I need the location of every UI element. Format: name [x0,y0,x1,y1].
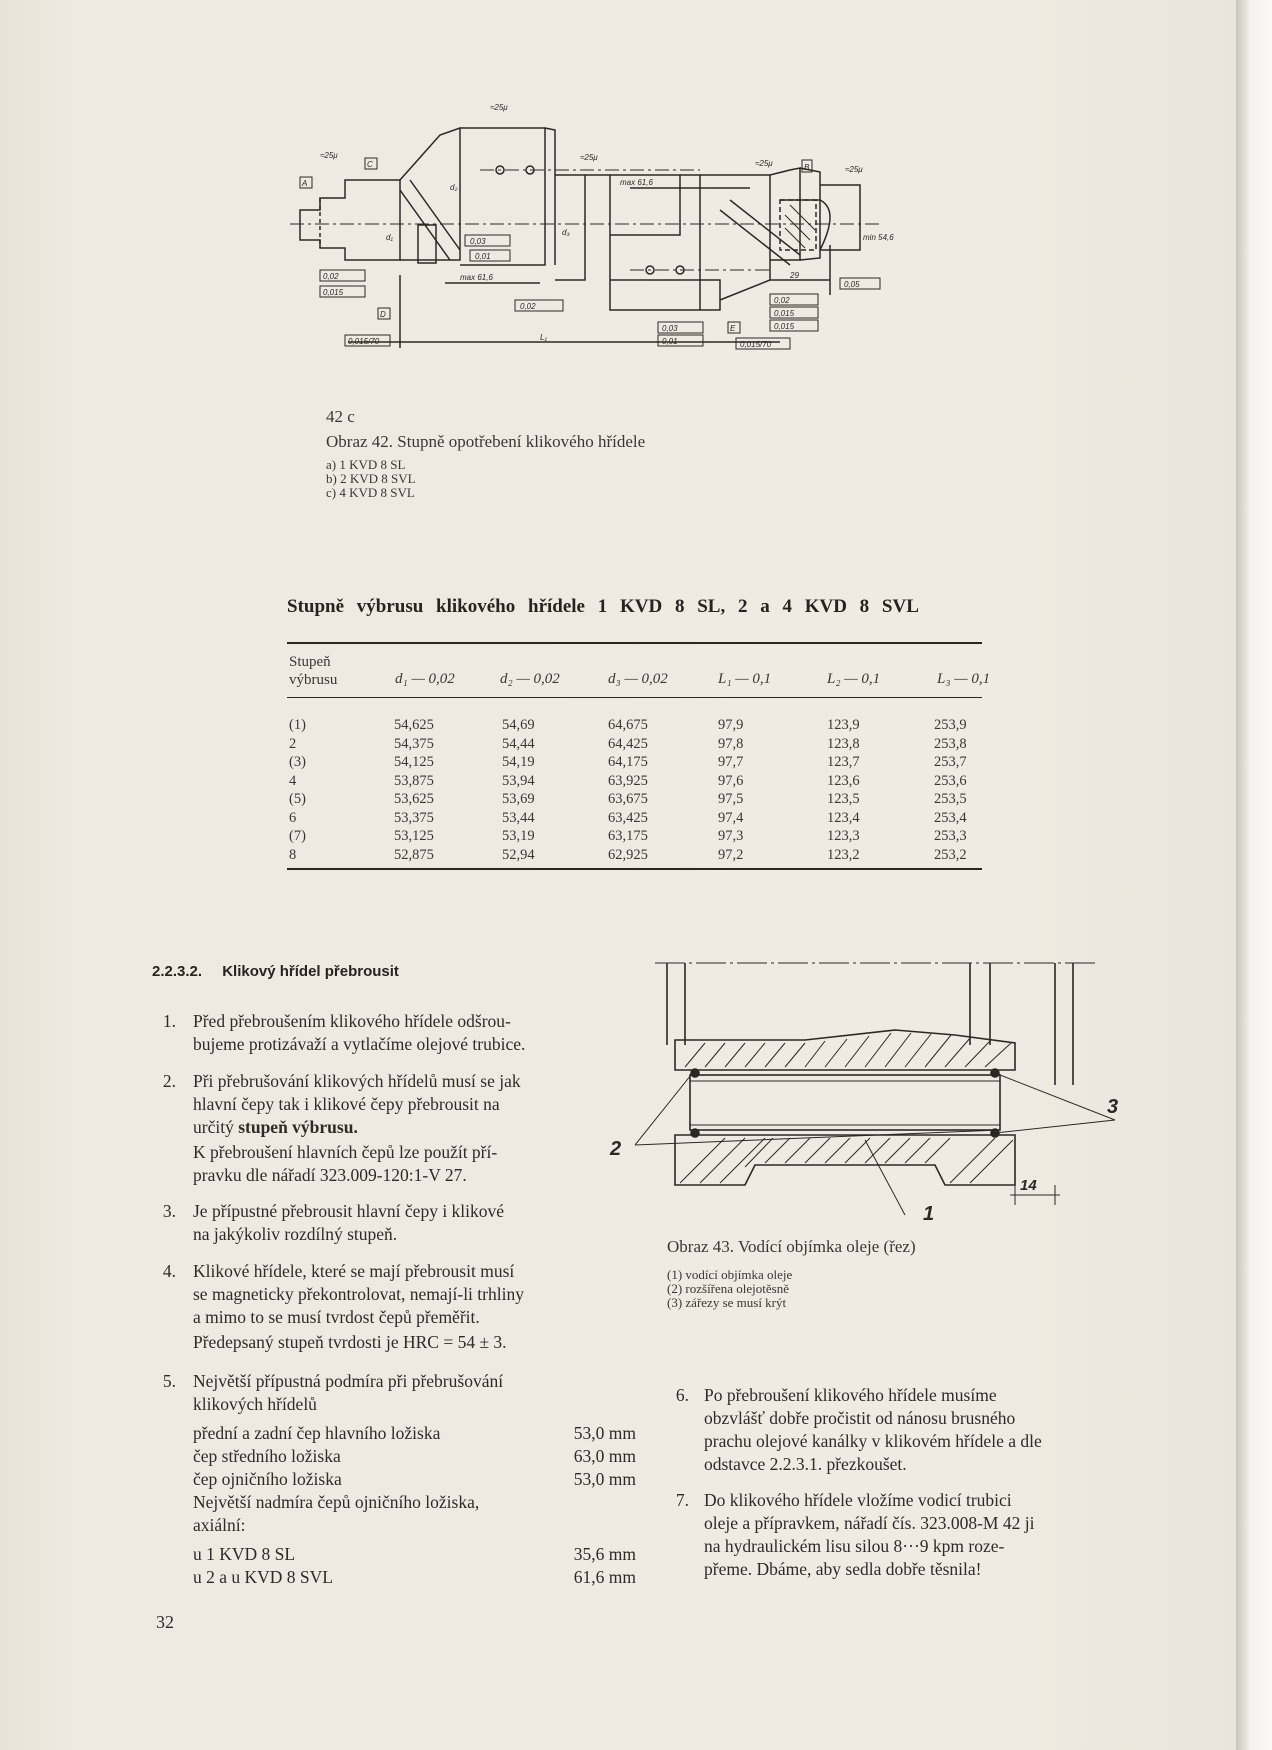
emphasis-stupen: stupeň výbrusu. [238,1117,358,1137]
crankshaft-drawing [300,100,1000,390]
roughness-4: ≈25μ [755,159,773,168]
legend-item: (1) vodící objímka oleje [667,1267,793,1282]
max-dim-1: max 61,6 [620,178,653,187]
table-cell: 64,675 [608,717,648,733]
table-cell: (7) [289,828,306,844]
table-cell: 97,6 [718,772,744,789]
roughness-3: ≈25μ [580,153,598,162]
table-header-l3: L₃ — 0,1 [937,671,991,687]
item-number: 5. [162,1371,176,1391]
table-cell: 123,6 [827,772,860,789]
label-d3: d₃ [562,228,570,237]
tol-3: 0,03 [470,237,486,246]
table-header-d3: d₃ — 0,02 [608,671,668,687]
table-cell: 97,4 [718,809,744,826]
page-number: 32 [156,1612,174,1632]
table-cell: 64,425 [608,735,648,752]
table-cell: 53,94 [502,772,535,789]
table-cell: 97,3 [718,828,744,844]
table-cell: 97,2 [718,846,744,863]
table-cell: 53,625 [394,791,434,807]
item-number: 7. [675,1490,689,1510]
roughness-1: ≈25μ [320,151,338,160]
datum-d: D [380,310,386,319]
tol-11: 0,015/70 [740,340,772,349]
table-cell: 53,375 [394,809,434,826]
table-column-stage [289,716,306,864]
table-cell: 8 [289,846,297,863]
limit-row: čep ojničního ložiska 53,0 mm [193,1469,636,1489]
tol-6: 0,03 [662,324,678,333]
table-cell: 53,44 [502,809,535,826]
table-header-l2: L₂ — 0,1 [827,671,881,687]
tol-1: 0,02 [323,272,339,281]
table-column-d1 [394,716,434,864]
min-dim: min 54,6 [863,233,894,242]
table-cell: 123,2 [827,846,860,863]
table-cell: 253,5 [934,791,967,807]
section-number: 2.2.3.2. [152,963,203,980]
table-cell: 123,5 [827,791,860,807]
tol-9: 0,015 [774,309,795,318]
table-cell: 123,7 [827,754,860,770]
datum-e: E [730,324,736,333]
table-cell: 253,3 [934,828,967,844]
table-header-stage: Stupeň výbrusu [289,654,338,688]
limit-row: čep středního ložiska 63,0 mm [193,1446,636,1466]
book-gutter [1236,0,1272,1750]
table-cell: 253,8 [934,735,967,752]
table-cell: 54,69 [502,717,535,733]
table-cell: 53,69 [502,791,535,807]
table-column-d3 [608,716,648,864]
item-number: 1. [162,1011,176,1031]
table-cell: 63,925 [608,772,648,789]
table-header-d1: d₁ — 0,02 [395,671,455,687]
table-cell: 54,125 [394,754,434,770]
table-cell: 54,375 [394,735,434,752]
table-cell: (5) [289,791,306,807]
table-cell: 97,7 [718,754,744,770]
item-number: 2. [162,1071,176,1091]
tol-7: 0,01 [662,337,678,346]
limit-row: u 2 a u KVD 8 SVL 61,6 mm [193,1567,636,1587]
limit-row: u 1 KVD 8 SL 35,6 mm [193,1544,636,1564]
tol-10: 0,015 [774,322,795,331]
table-cell: 97,9 [718,717,744,733]
table-cell: 52,875 [394,846,434,863]
table-header-l1: L₁ — 0,1 [718,671,772,687]
table-cell: 123,8 [827,735,860,752]
table-column-l1 [718,716,743,864]
item-number: 4. [162,1261,176,1281]
callout-2: 2 [610,1138,622,1160]
table-cell: 62,925 [608,846,648,863]
figure42-legend [326,458,416,500]
tol-13: 0,015/70 [348,337,380,346]
table-cell: 253,9 [934,717,967,733]
tol-2: 0,015 [323,288,344,297]
table-cell: 63,175 [608,828,648,844]
table-cell: 53,125 [394,828,434,844]
label-l1: L₁ [540,333,547,342]
datum-b: B [804,163,810,172]
table-cell: 253,6 [934,772,967,789]
table-cell: 52,94 [502,846,535,863]
table-bottom-rule [287,868,982,870]
tol-12: 0,05 [844,280,860,289]
figure42-sublabel: 42 c [326,407,355,426]
table-cell: (3) [289,754,306,770]
table-cell: (1) [289,717,306,733]
table-cell: 6 [289,809,297,826]
oil-sleeve-drawing [610,955,1119,1225]
section-title: Klikový hřídel přebrousit [222,963,399,980]
table-cell: 4 [289,772,297,789]
legend-item: (3) zářezy se musí krýt [667,1295,787,1310]
table-cell: 123,3 [827,828,860,844]
limit-row: přední a zadní čep hlavního ložiska 53,0 mm [193,1423,636,1443]
table-header-d2: d₂ — 0,02 [500,671,560,687]
table-cell: 253,4 [934,809,967,826]
table-cell: 63,675 [608,791,648,807]
callout-3: 3 [1107,1096,1119,1118]
table-cell: 64,175 [608,754,648,770]
datum-c: C [367,160,373,169]
section-heading [152,963,399,980]
table-cell: 63,425 [608,809,648,826]
table-cell: 123,9 [827,717,860,733]
table-cell: 2 [289,735,297,752]
table-cell: 53,875 [394,772,434,789]
legend-item: b) 2 KVD 8 SVL [326,471,416,486]
table-cell: 97,5 [718,791,744,807]
legend-item: (2) rozšířena olejotěsně [667,1281,790,1296]
item-number: 3. [162,1201,176,1221]
table-cell: 53,19 [502,828,535,844]
table-column-l2 [827,716,860,864]
table-title: Stupně výbrusu klikového hřídele 1 KVD 8 SL, 2 a 4 KVD 8 SVL [287,596,919,617]
roughness-2: ≈25μ [490,103,508,112]
table-header-rule [287,697,982,698]
tol-8: 0,02 [774,296,790,305]
table-cell: 54,44 [502,735,535,752]
table-column-l3 [934,716,967,864]
legend-item: a) 1 KVD 8 SL [326,457,406,472]
dim-29: 29 [790,271,799,280]
item-number: 6. [675,1385,689,1405]
datum-a: A [302,179,308,188]
dim-14: 14 [1020,1177,1037,1194]
table-top-rule [287,642,982,644]
table-cell: 253,2 [934,846,967,863]
max-dim-2: max 61,6 [460,273,493,282]
table-cell: 54,625 [394,717,434,733]
callout-1: 1 [923,1203,935,1225]
table-cell: 123,4 [827,809,860,826]
table-cell: 97,8 [718,735,744,752]
table-cell: 54,19 [502,754,535,770]
table-cell: 253,7 [934,754,967,770]
figure42-caption: Obraz 42. Stupně opotřebení klikového hřídele [326,432,646,451]
table-column-d2 [502,716,535,864]
tol-4: 0,01 [475,252,491,261]
roughness-5: ≈25μ [845,165,863,174]
figure43-caption: Obraz 43. Vodící objímka oleje (řez) [667,1237,916,1256]
figure43-legend [667,1268,792,1310]
legend-item: c) 4 KVD 8 SVL [326,485,415,500]
label-d2: d₂ [450,183,458,192]
tol-5: 0,02 [520,302,536,311]
label-d1: d₁ [386,233,393,242]
